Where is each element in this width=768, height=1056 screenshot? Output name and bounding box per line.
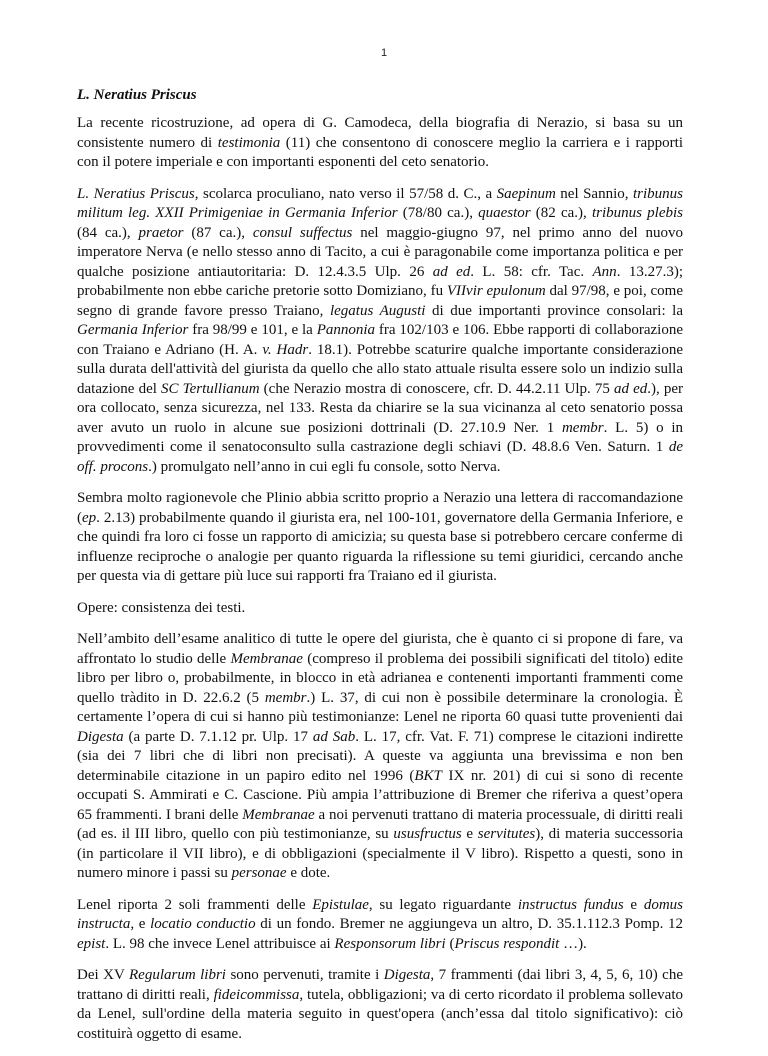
- text-run: (87 ca.),: [183, 224, 253, 241]
- italic-run: epist: [77, 935, 106, 952]
- paragraph-2: [77, 185, 683, 478]
- text-run: nel maggio-giugno 97, nel primo anno del nuovo imperatore Nerva (e nello stesso anno di Tacito, a cui è paragonabile come importanza politica e per qualche posizione antiautoritaria: D. 12.4.3.5 Ulp. 26: [77, 224, 683, 280]
- text-run: , su legato riguardante: [368, 896, 518, 913]
- text-run: . L. 58: cfr. Tac.: [470, 263, 593, 280]
- italic-run: Regularum libri: [129, 967, 226, 983]
- italic-run: Membranae: [242, 806, 315, 823]
- italic-run: Membranae: [230, 650, 303, 667]
- text-run: Lenel riporta 2 soli frammenti delle: [77, 896, 313, 913]
- text-run: e: [461, 826, 478, 842]
- text-run: .) promulgato nell’anno in cui egli fu console, sotto Nerva.: [148, 458, 501, 475]
- italic-run: tribunus militum leg. XXII Primigeniae in Germania Inferior: [77, 185, 684, 221]
- italic-run: consul suffectus: [252, 224, 353, 241]
- text-run: fra 102/103 e 106. Ebbe rapporti di collaborazione con Traiano e Adriano (H. A.: [77, 322, 683, 358]
- italic-run: Responsorum libri: [334, 935, 446, 952]
- text-run: …).: [559, 935, 587, 952]
- text-run: .), per ora collocato, senza sicurezza, nel 133. Resta da chiarire se la sua vicinanza al ceto senatorio possa aver avuto un ruolo in alcune sue posizioni dottrinali (D. 27.10.9 Ner. 1: [77, 380, 683, 436]
- italic-run: instructus fundus: [517, 896, 624, 913]
- text-run: . L. 17, cfr. Vat. F. 71) comprese le citazioni indirette (sia dei 7 libri che di libri non precisati). A queste va aggiunta una brevissima e non ben determinabile citazione in un papiro edito nel 1996 (: [77, 728, 684, 784]
- text-run: . L. 98 che invece Lenel attribuisce ai: [105, 935, 335, 952]
- text-run: IX nr. 201) di cui si sono di recente occupati S. Ammirati e C. Cascione. Più ampia l’attribuzione di Bremer che riferiva a quest’opera 65 frammenti. I brani delle: [77, 767, 683, 823]
- document-title: L. Neratius Priscus: [77, 87, 197, 103]
- text-run: (a parte D. 7.1.12 pr. Ulp. 17: [123, 728, 313, 745]
- italic-run: fideicommissa: [213, 986, 300, 1003]
- text-run: , tutela, obbligazioni; va di certo ricordato il problema sollevato da Lenel, sull'ordine della materia seguito in quest'opera (anch’essa dal titolo significativo): ciò costituirà oggetto di esame.: [77, 986, 683, 1042]
- italic-run: quaestor: [478, 205, 531, 221]
- text-run: ), di materia successoria (in particolare il VII libro), e di obbligazioni (specialmente il V libro). Rispetto a questi, sono in numero minore i passi su: [77, 826, 683, 881]
- document-body: [77, 114, 683, 1056]
- text-run: , scolarca proculiano, nato verso il 57/58 d. C., a: [194, 185, 497, 202]
- italic-run: servitutes: [477, 826, 536, 842]
- paragraph-6: [77, 966, 683, 1044]
- paragraph-1: [77, 114, 683, 173]
- italic-run: legatus Augusti: [329, 302, 426, 319]
- text-run: Opere: consistenza dei testi.: [77, 599, 246, 616]
- italic-run: domus instructa: [77, 896, 683, 932]
- text-run: a noi pervenuti trattano di materia processuale, di diritti reali (ad es. il III libro, quello con più testimonianze, su: [77, 806, 683, 842]
- text-run: di un fondo. Bremer ne aggiungeva un altro, D. 35.1.112.3 Pomp. 12: [255, 916, 684, 932]
- italic-run: Digesta: [383, 967, 431, 983]
- italic-run: SC Tertullianum: [161, 380, 260, 397]
- italic-run: de off. procons: [77, 439, 683, 475]
- text-run: . 18.1). Potrebbe scaturire qualche importante considerazione sulla durata dell'attività del giurista da quello che allo stato attuale risulta essere solo un indizio sulla datazione del: [77, 341, 683, 397]
- text-run: Nell’ambito dell’esame analitico di tutte le opere del giurista, che è quanto ci si propone di fare, va affrontato lo studio delle: [77, 631, 683, 667]
- text-run: Dei XV: [77, 967, 129, 983]
- text-run: , e: [130, 916, 151, 932]
- italic-run: v. Hadr: [262, 341, 309, 358]
- italic-run: membr: [561, 419, 604, 436]
- italic-run: Priscus respondit: [454, 935, 560, 952]
- italic-run: membr: [264, 689, 307, 706]
- paragraph-3: [77, 489, 683, 587]
- text-run: (84 ca.),: [77, 224, 139, 241]
- text-run: dal 97/98, e poi, come segno di grande favore presso Traiano,: [77, 283, 683, 319]
- text-run: sono pervenuti, tramite i: [225, 967, 384, 983]
- section-heading-opere: [77, 599, 683, 619]
- italic-run: BKT: [414, 767, 442, 784]
- text-run: . 2.13) probabilmente quando il giurista era, nel 100-101, governatore della Germania Inferiore, e che quindi fra loro ci fosse un rapporto di amicizia; su questa base si potrebbero cercare conferme di influenze reciproche o analogie per quanto riguarda la riflessione su temi giuridici, cercando anche per questa via di gettare più luce sui rapporti fra Traiano ed il giurista.: [77, 509, 683, 584]
- text-run: (che Nerazio mostra di conoscere, cfr. D. 44.2.11 Ulp. 75: [259, 380, 614, 397]
- italic-run: ad Sab: [312, 728, 356, 745]
- italic-run: Germania Inferior: [77, 322, 189, 338]
- italic-run: Pannonia: [316, 322, 376, 338]
- paragraph-5: [77, 896, 683, 955]
- text-run: e: [623, 896, 644, 913]
- paragraph-4: [77, 630, 683, 884]
- text-run: Sembra molto ragionevole che Plinio abbia scritto proprio a Nerazio una lettera di raccomandazione (: [77, 490, 683, 526]
- italic-run: ad ed: [432, 263, 471, 280]
- italic-run: locatio conductio: [150, 916, 256, 932]
- italic-run: ep: [82, 509, 97, 526]
- text-run: (78/80 ca.),: [397, 205, 479, 221]
- italic-run: Epistulae: [312, 896, 369, 913]
- italic-run: personae: [231, 865, 287, 881]
- text-run: (11) che consentono di conoscere meglio la carriera e i rapporti con il potere imperiale e con importanti esponenti del ceto senatorio.: [77, 134, 683, 170]
- text-run: di due importanti province consolari: la: [425, 302, 683, 319]
- italic-run: Ann: [592, 263, 617, 280]
- text-run: .) L. 37, di cui non è possibile determinare la cronologia. È certamente l’opera di cui si hanno più testimonianze: Lenel ne riporta 60 quasi tutte provenienti dai: [77, 689, 683, 725]
- italic-run: VIIvir epulonum: [446, 283, 546, 299]
- page-number: 1: [380, 47, 388, 59]
- text-run: La recente ricostruzione, ad opera di G. Camodeca, della biografia di Nerazio, si basa su un consistente numero di: [77, 115, 683, 151]
- text-run: , 7 frammenti (dai libri 3, 4, 5, 6, 10) che trattano di diritti reali,: [77, 967, 683, 1003]
- italic-run: praetor: [138, 224, 184, 241]
- italic-run: L. Neratius Priscus: [77, 185, 195, 202]
- text-run: nel Sannio,: [555, 185, 633, 202]
- text-run: e dote.: [286, 865, 331, 881]
- text-run: . L. 5) o in provvedimenti come il senatoconsulto sulla castrazione degli schiavi (D. 48.8.6 Ven. Saturn. 1: [77, 419, 684, 455]
- italic-run: ususfructus: [393, 826, 462, 842]
- text-run: fra 98/99 e 101, e la: [188, 322, 317, 338]
- italic-run: testimonia: [217, 134, 281, 151]
- text-run: (82 ca.),: [530, 205, 592, 221]
- italic-run: Saepinum: [496, 185, 556, 202]
- text-run: (: [445, 935, 455, 952]
- text-run: . 13.27.3); probabilmente non ebbe cariche pretorie sotto Domiziano, fu: [77, 263, 683, 299]
- italic-run: tribunus plebis: [591, 205, 683, 221]
- italic-run: Digesta: [77, 728, 124, 745]
- text-run: (compreso il problema dei possibili significati del titolo) edite libro per libro o, probabilmente, in blocco in età adrianea e contenenti importanti frammenti come quello tràdito in D. 22.6.2 (5: [77, 650, 683, 706]
- italic-run: ad ed: [613, 380, 648, 397]
